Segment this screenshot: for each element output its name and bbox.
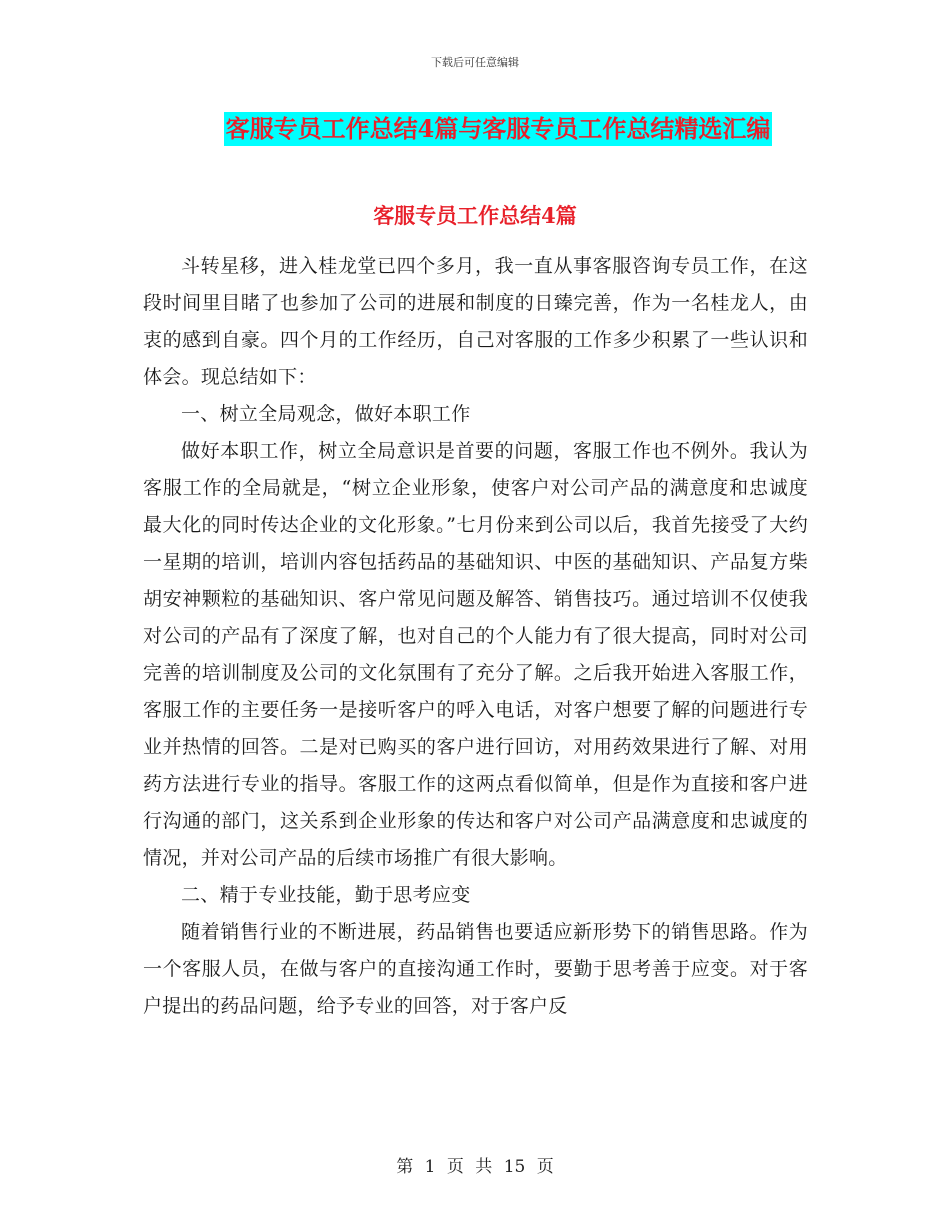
paragraph-heading-1: 一、树立全局观念，做好本职工作 (181, 403, 471, 425)
paragraph-section-2: 随着销售行业的不断进展，药品销售也要适应新形势下的销售思路。作为一个客服人员，在做与客户的直接沟通工作时，要勤于思考善于应变。对于客户提出的药品问题，给予专业的回答，对于客户反 (143, 921, 808, 1017)
paragraph-section-1: 做好本职工作，树立全局意识是首要的问题，客服工作也不例外。我认为客服工作的全局就是，“树立企业形象，使客户对公司产品的满意度和忠诚度最大化的同时传达企业的文化形象。”七月份来到公司以后，我首先接受了大约一星期的培训，培训内容包括药品的基础知识、中医的基础知识、产品复方柴胡安神颗粒的基础知识、客户常见问题及解答、销售技巧。通过培训不仅使我对公司的产品有了深度了解，也对自己的个人能力有了很大提高，同时对公司完善的培训制度及公司的文化氛围有了充分了解。之后我开始进入客服工作，客服工作的主要任务一是接听客户的呼入电话，对客户想要了解的问题进行专业并热情的回答。二是对已购买的客户进行回访，对用药效果进行了解、对用药方法进行专业的指导。客服工作的这两点看似简单，但是作为直接和客户进行沟通的部门，这关系到企业形象的传达和客户对公司产品满意度和忠诚度的情况，并对公司产品的后续市场推广有很大影响。 (143, 440, 808, 869)
main-title: 客服专员工作总结4篇与客服专员工作总结精选汇编 (224, 112, 773, 146)
header-note: 下载后可任意编辑 (431, 56, 519, 69)
page-indicator: 第 1 页 共 15 页 (396, 1157, 554, 1177)
main-title-container (0, 112, 950, 146)
section-title: 客服专员工作总结4篇 (373, 203, 577, 228)
body-text (143, 248, 808, 1025)
paragraph-heading-2: 二、精于专业技能，勤于思考应变 (181, 884, 471, 906)
paragraph-intro: 斗转星移，进入桂龙堂已四个多月，我一直从事客服咨询专员工作，在这段时间里目睹了也参加了公司的进展和制度的日臻完善，作为一名桂龙人，由衷的感到自豪。四个月的工作经历，自己对客服的工作多少积累了一些认识和体会。现总结如下： (143, 255, 808, 388)
